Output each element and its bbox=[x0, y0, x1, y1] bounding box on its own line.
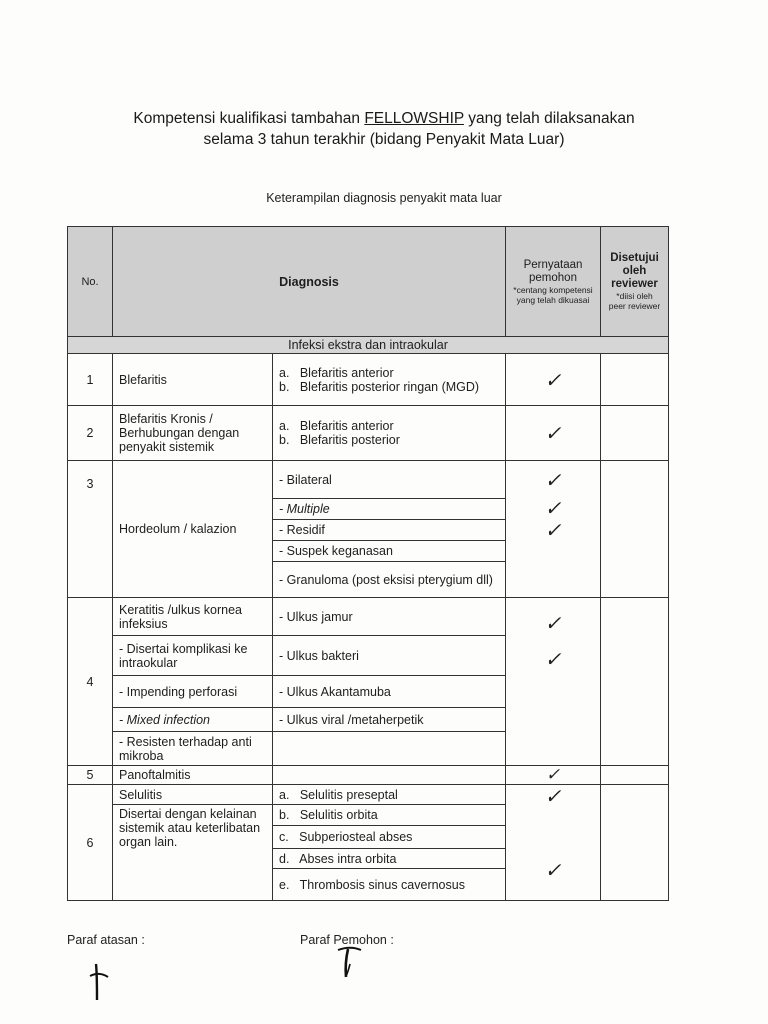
row-diagnosis: d. Abses intra orbita bbox=[273, 849, 506, 869]
row-diagnosis: - Ulkus bakteri bbox=[273, 636, 506, 676]
row-condition: Keratitis /ulkus kornea infeksius bbox=[113, 598, 273, 636]
document-title bbox=[0, 108, 768, 150]
document-subtitle: Keterampilan diagnosis penyakit mata luar bbox=[266, 191, 502, 205]
row-diagnosis: - Ulkus jamur bbox=[273, 598, 506, 636]
title-line1-end: yang telah dilaksanakan bbox=[463, 110, 635, 127]
pemohon-initial-signature bbox=[334, 944, 364, 980]
header-diagnosis: Diagnosis bbox=[113, 227, 506, 337]
statement-check[interactable]: ✓ bbox=[506, 766, 601, 785]
title-line1-start: Kompetensi kualifikasi tambahan bbox=[133, 110, 365, 127]
reviewer-cell[interactable] bbox=[601, 785, 669, 901]
table-row bbox=[68, 598, 669, 636]
row-number: 4 bbox=[68, 598, 113, 766]
row-diagnosis: a. Blefaritis anterior b. Blefaritis posterior bbox=[273, 406, 506, 461]
row-condition: - Resisten terhadap anti mikroba bbox=[113, 732, 273, 766]
paraf-atasan-label: Paraf atasan : bbox=[67, 933, 145, 947]
row-diagnosis: a. Selulitis preseptal bbox=[273, 785, 506, 805]
row-diagnosis: - Ulkus Akantamuba bbox=[273, 676, 506, 708]
statement-check[interactable]: ✓ bbox=[506, 354, 601, 406]
row-diagnosis: a. Blefaritis anterior b. Blefaritis posterior ringan (MGD) bbox=[273, 354, 506, 406]
header-reviewer: Disetujui oleh reviewer *diisi oleh peer reviewer bbox=[601, 227, 669, 337]
row-condition: - Disertai komplikasi ke intraokular bbox=[113, 636, 273, 676]
statement-check[interactable]: ✓ ✓ bbox=[506, 598, 601, 766]
row-diagnosis: - Bilateral bbox=[273, 461, 506, 499]
section-title: Infeksi ekstra dan intraokular bbox=[68, 337, 669, 354]
table-row bbox=[68, 785, 669, 805]
table-row bbox=[68, 766, 669, 785]
row-diagnosis: - Residif bbox=[273, 520, 506, 541]
reviewer-cell[interactable] bbox=[601, 461, 669, 598]
row-number: 6 bbox=[68, 785, 113, 901]
reviewer-cell[interactable] bbox=[601, 598, 669, 766]
reviewer-cell[interactable] bbox=[601, 406, 669, 461]
statement-check[interactable]: ✓ ✓ bbox=[506, 785, 601, 901]
row-diagnosis-empty bbox=[273, 766, 506, 785]
atasan-initial-signature bbox=[84, 960, 114, 1004]
row-condition: Selulitis bbox=[113, 785, 273, 805]
row-condition: Disertai dengan kelainan sistemik atau keterlibatan organ lain. bbox=[113, 805, 273, 901]
row-diagnosis: e. Thrombosis sinus cavernosus bbox=[273, 869, 506, 901]
row-condition: - Impending perforasi bbox=[113, 676, 273, 708]
competency-table bbox=[67, 226, 669, 901]
row-condition: Blefaritis Kronis / Berhubungan dengan penyakit sistemik bbox=[113, 406, 273, 461]
row-diagnosis: - Multiple bbox=[273, 499, 506, 520]
table-row bbox=[68, 461, 669, 499]
row-condition: - Mixed infection bbox=[113, 708, 273, 732]
row-number: 5 bbox=[68, 766, 113, 785]
row-diagnosis: b. Selulitis orbita bbox=[273, 805, 506, 826]
statement-check[interactable]: ✓ bbox=[506, 406, 601, 461]
reviewer-cell[interactable] bbox=[601, 354, 669, 406]
statement-check[interactable]: ✓ ✓ ✓ bbox=[506, 461, 601, 598]
header-no: No. bbox=[68, 227, 113, 337]
table-row bbox=[68, 354, 669, 406]
row-diagnosis: - Suspek keganasan bbox=[273, 541, 506, 562]
row-number: 2 bbox=[68, 406, 113, 461]
table-header-row bbox=[68, 227, 669, 337]
row-diagnosis: c. Subperiosteal abses bbox=[273, 826, 506, 849]
row-condition: Hordeolum / kalazion bbox=[113, 461, 273, 598]
reviewer-cell[interactable] bbox=[601, 766, 669, 785]
row-number: 3 bbox=[68, 461, 113, 598]
row-diagnosis: - Granuloma (post eksisi pterygium dll) bbox=[273, 562, 506, 598]
row-diagnosis-empty bbox=[273, 732, 506, 766]
paraf-pemohon-label: Paraf Pemohon : bbox=[300, 933, 394, 947]
section-row bbox=[68, 337, 669, 354]
row-condition: Panoftalmitis bbox=[113, 766, 273, 785]
table-row bbox=[68, 406, 669, 461]
row-diagnosis: - Ulkus viral /metaherpetik bbox=[273, 708, 506, 732]
title-fellowship: FELLOWSHIP bbox=[364, 110, 464, 127]
row-condition: Blefaritis bbox=[113, 354, 273, 406]
row-number: 1 bbox=[68, 354, 113, 406]
title-line2: selama 3 tahun terakhir (bidang Penyakit Mata Luar) bbox=[203, 131, 565, 148]
header-statement: Pernyataan pemohon *centang kompetensi yang telah dikuasai bbox=[506, 227, 601, 337]
